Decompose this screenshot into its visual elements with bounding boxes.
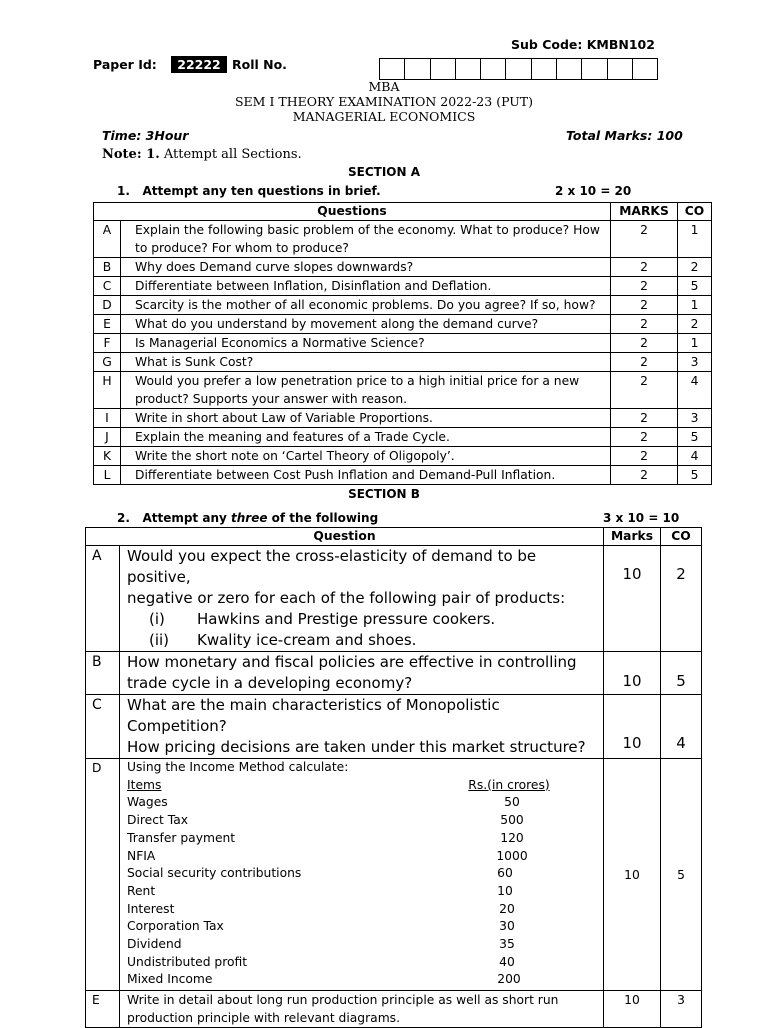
col-questions: Questions	[94, 203, 611, 221]
q-co: 5	[661, 652, 702, 695]
q-marks: 2	[611, 447, 678, 466]
q-co: 5	[678, 277, 712, 296]
roll-box[interactable]	[379, 58, 405, 80]
table-row	[94, 447, 712, 466]
list-item	[127, 954, 603, 972]
income-item-value: 35	[499, 937, 515, 952]
roll-no-label: Roll No.	[232, 57, 287, 72]
roll-box[interactable]	[430, 58, 456, 80]
list-item	[127, 794, 603, 812]
q-co: 4	[661, 695, 702, 759]
roll-box[interactable]	[404, 58, 430, 80]
roll-box[interactable]	[607, 58, 633, 80]
q-marks: 2	[611, 221, 678, 258]
table-row	[94, 277, 712, 296]
sub-item-text: Hawkins and Prestige pressure cookers.	[197, 610, 496, 628]
income-item-name: Wages	[127, 795, 168, 810]
section-a-heading: SECTION A	[347, 165, 420, 179]
col-marks: Marks	[604, 528, 661, 546]
instruction-pre: 2. Attempt any	[117, 511, 231, 525]
table-row	[94, 315, 712, 334]
table-row	[86, 546, 702, 652]
q-marks: 2	[611, 296, 678, 315]
q-text: Differentiate between Inflation, Disinflation and Deflation.	[121, 277, 611, 296]
list-item	[127, 883, 603, 901]
q-label: D	[94, 296, 121, 315]
roll-box[interactable]	[632, 58, 658, 80]
section-b-table	[85, 527, 702, 1028]
q-line: How monetary and fiscal policies are effective in controlling	[127, 653, 577, 671]
income-item-value: 1000	[496, 848, 528, 863]
col-co: CO	[661, 528, 702, 546]
q-co: 3	[678, 353, 712, 372]
q-text: Why does Demand curve slopes downwards?	[121, 258, 611, 277]
table-row	[94, 334, 712, 353]
roll-number-boxes	[380, 58, 658, 80]
q-co: 2	[678, 258, 712, 277]
q-label: K	[94, 447, 121, 466]
q-text	[120, 546, 604, 652]
section-b-instruction	[117, 511, 378, 525]
paper-id-value: 22222	[171, 56, 227, 73]
title-subject: MANAGERIAL ECONOMICS	[292, 109, 476, 124]
col-marks: MARKS	[611, 203, 678, 221]
q-text: What is Sunk Cost?	[121, 353, 611, 372]
q-marks: 10	[604, 652, 661, 695]
q-label: B	[86, 652, 120, 695]
q-label: D	[86, 759, 120, 991]
table-row	[94, 353, 712, 372]
q-co: 5	[678, 466, 712, 485]
q-co: 4	[678, 447, 712, 466]
table-header-row	[94, 203, 712, 221]
sub-item-num: (i)	[149, 610, 165, 628]
q-co: 2	[678, 315, 712, 334]
title-exam: SEM I THEORY EXAMINATION 2022-23 (PUT)	[234, 94, 534, 109]
total-marks: Total Marks: 100	[566, 128, 683, 143]
q-marks: 2	[611, 315, 678, 334]
q-text: Is Managerial Economics a Normative Science?	[121, 334, 611, 353]
title-program: MBA	[368, 79, 400, 94]
table-row	[94, 258, 712, 277]
q-label: B	[94, 258, 121, 277]
roll-box[interactable]	[556, 58, 582, 80]
q-label: H	[94, 372, 121, 409]
q-co: 2	[661, 546, 702, 652]
income-item-name: Mixed Income	[127, 972, 213, 987]
table-row	[94, 296, 712, 315]
roll-box[interactable]	[581, 58, 607, 80]
q-label: F	[94, 334, 121, 353]
q-intro: Using the Income Method calculate:	[127, 760, 349, 774]
list-item	[127, 918, 603, 936]
income-item-value: 60	[497, 866, 513, 881]
q-line: negative or zero for each of the following pair of products:	[127, 589, 566, 607]
income-item-value: 200	[497, 972, 521, 987]
q-text: Explain the following basic problem of the economy. What to produce? How to produce? For whom to produce?	[121, 221, 611, 258]
q-co: 4	[678, 372, 712, 409]
q-label: J	[94, 428, 121, 447]
q-text	[120, 652, 604, 695]
section-a-instruction: 1. Attempt any ten questions in brief.	[117, 184, 381, 198]
col-question: Question	[86, 528, 604, 546]
q-text: Differentiate between Cost Push Inflation and Demand-Pull Inflation.	[121, 466, 611, 485]
q-co: 3	[661, 991, 702, 1028]
q-co: 5	[678, 428, 712, 447]
income-header-row	[127, 777, 603, 795]
q-label: A	[94, 221, 121, 258]
note-label: Note: 1.	[102, 147, 160, 162]
roll-box[interactable]	[455, 58, 481, 80]
q-text: Would you prefer a low penetration price to a high initial price for a new product? Supports your answer with reason.	[121, 372, 611, 409]
section-a-table	[93, 202, 712, 485]
sub-item-num: (ii)	[149, 631, 170, 649]
q-label: C	[94, 277, 121, 296]
income-item-value: 500	[500, 813, 524, 828]
exam-title	[0, 79, 768, 124]
q-marks: 2	[611, 353, 678, 372]
q-marks: 2	[611, 428, 678, 447]
q-co: 3	[678, 409, 712, 428]
income-item-name: Dividend	[127, 937, 182, 952]
roll-box[interactable]	[480, 58, 506, 80]
q-line: What are the main characteristics of Monopolistic Competition?	[127, 696, 500, 735]
q-label: G	[94, 353, 121, 372]
q-co: 1	[678, 221, 712, 258]
q-marks: 2	[611, 258, 678, 277]
q-text	[120, 759, 604, 991]
income-item-name: NFIA	[127, 848, 156, 863]
exam-time: Time: 3Hour	[102, 128, 189, 143]
q-label: C	[86, 695, 120, 759]
q-label: E	[86, 991, 120, 1028]
q-marks: 2	[611, 334, 678, 353]
roll-box[interactable]	[505, 58, 531, 80]
col-co: CO	[678, 203, 712, 221]
income-item-value: 40	[499, 954, 515, 969]
q-line: trade cycle in a developing economy?	[127, 674, 413, 692]
income-item-name: Social security contributions	[127, 866, 302, 881]
income-item-name: Rent	[127, 883, 156, 898]
q-text: Write the short note on ‘Cartel Theory of Oligopoly’.	[121, 447, 611, 466]
table-row	[94, 466, 712, 485]
section-b-marks-scheme: 3 x 10 = 10	[603, 511, 680, 525]
list-item	[127, 936, 603, 954]
q-marks: 2	[611, 409, 678, 428]
table-row	[94, 221, 712, 258]
note	[102, 147, 302, 162]
note-text: Attempt all Sections.	[163, 147, 302, 162]
q-co: 1	[678, 334, 712, 353]
list-item	[127, 830, 603, 848]
q-marks: 10	[604, 759, 661, 991]
instruction-post: of the following	[267, 511, 379, 525]
sub-item	[127, 609, 603, 630]
income-item-name: Interest	[127, 901, 175, 916]
q-label: I	[94, 409, 121, 428]
table-row	[86, 695, 702, 759]
q-text: Explain the meaning and features of a Trade Cycle.	[121, 428, 611, 447]
sub-code: Sub Code: KMBN102	[511, 37, 655, 52]
income-col-items: Items	[127, 777, 162, 792]
income-item-name: Direct Tax	[127, 813, 189, 828]
q-marks: 10	[604, 991, 661, 1028]
q-text: Scarcity is the mother of all economic problems. Do you agree? If so, how?	[121, 296, 611, 315]
list-item	[127, 865, 603, 883]
income-item-value: 10	[497, 883, 513, 898]
list-item	[127, 812, 603, 830]
q-marks: 2	[611, 466, 678, 485]
income-item-value: 30	[499, 919, 515, 934]
q-co: 5	[661, 759, 702, 991]
list-item	[127, 901, 603, 919]
q-co: 1	[678, 296, 712, 315]
roll-box[interactable]	[531, 58, 557, 80]
sub-item-text: Kwality ice-cream and shoes.	[197, 631, 417, 649]
q-label: A	[86, 546, 120, 652]
q-line: Would you expect the cross-elasticity of demand to be positive,	[127, 547, 537, 586]
income-item-name: Undistributed profit	[127, 954, 248, 969]
table-row	[86, 991, 702, 1028]
q-text: Write in detail about long run production principle as well as short run production principle with relevant diagrams.	[120, 991, 604, 1028]
q-text	[120, 695, 604, 759]
instruction-em: three	[231, 511, 268, 525]
list-item	[127, 848, 603, 866]
table-row	[86, 652, 702, 695]
sub-item	[127, 630, 603, 651]
income-item-value: 120	[500, 830, 524, 845]
table-row	[94, 428, 712, 447]
q-marks: 2	[611, 277, 678, 296]
q-marks: 10	[604, 695, 661, 759]
paper-id-label: Paper Id:	[93, 57, 157, 72]
table-row	[94, 372, 712, 409]
income-col-value: Rs.(in crores)	[468, 777, 550, 792]
table-row	[94, 409, 712, 428]
income-item-value: 20	[499, 901, 515, 916]
q-text: Write in short about Law of Variable Proportions.	[121, 409, 611, 428]
q-label: E	[94, 315, 121, 334]
table-row	[86, 759, 702, 991]
income-item-name: Transfer payment	[127, 830, 236, 845]
q-text: What do you understand by movement along the demand curve?	[121, 315, 611, 334]
income-item-name: Corporation Tax	[127, 919, 224, 934]
q-marks: 2	[611, 372, 678, 409]
q-line: How pricing decisions are taken under this market structure?	[127, 738, 586, 756]
income-item-value: 50	[504, 795, 520, 810]
list-item	[127, 971, 603, 989]
section-a-marks-scheme: 2 x 10 = 20	[555, 184, 632, 198]
section-b-heading: SECTION B	[348, 487, 420, 501]
q-marks: 10	[604, 546, 661, 652]
q-label: L	[94, 466, 121, 485]
table-header-row	[86, 528, 702, 546]
